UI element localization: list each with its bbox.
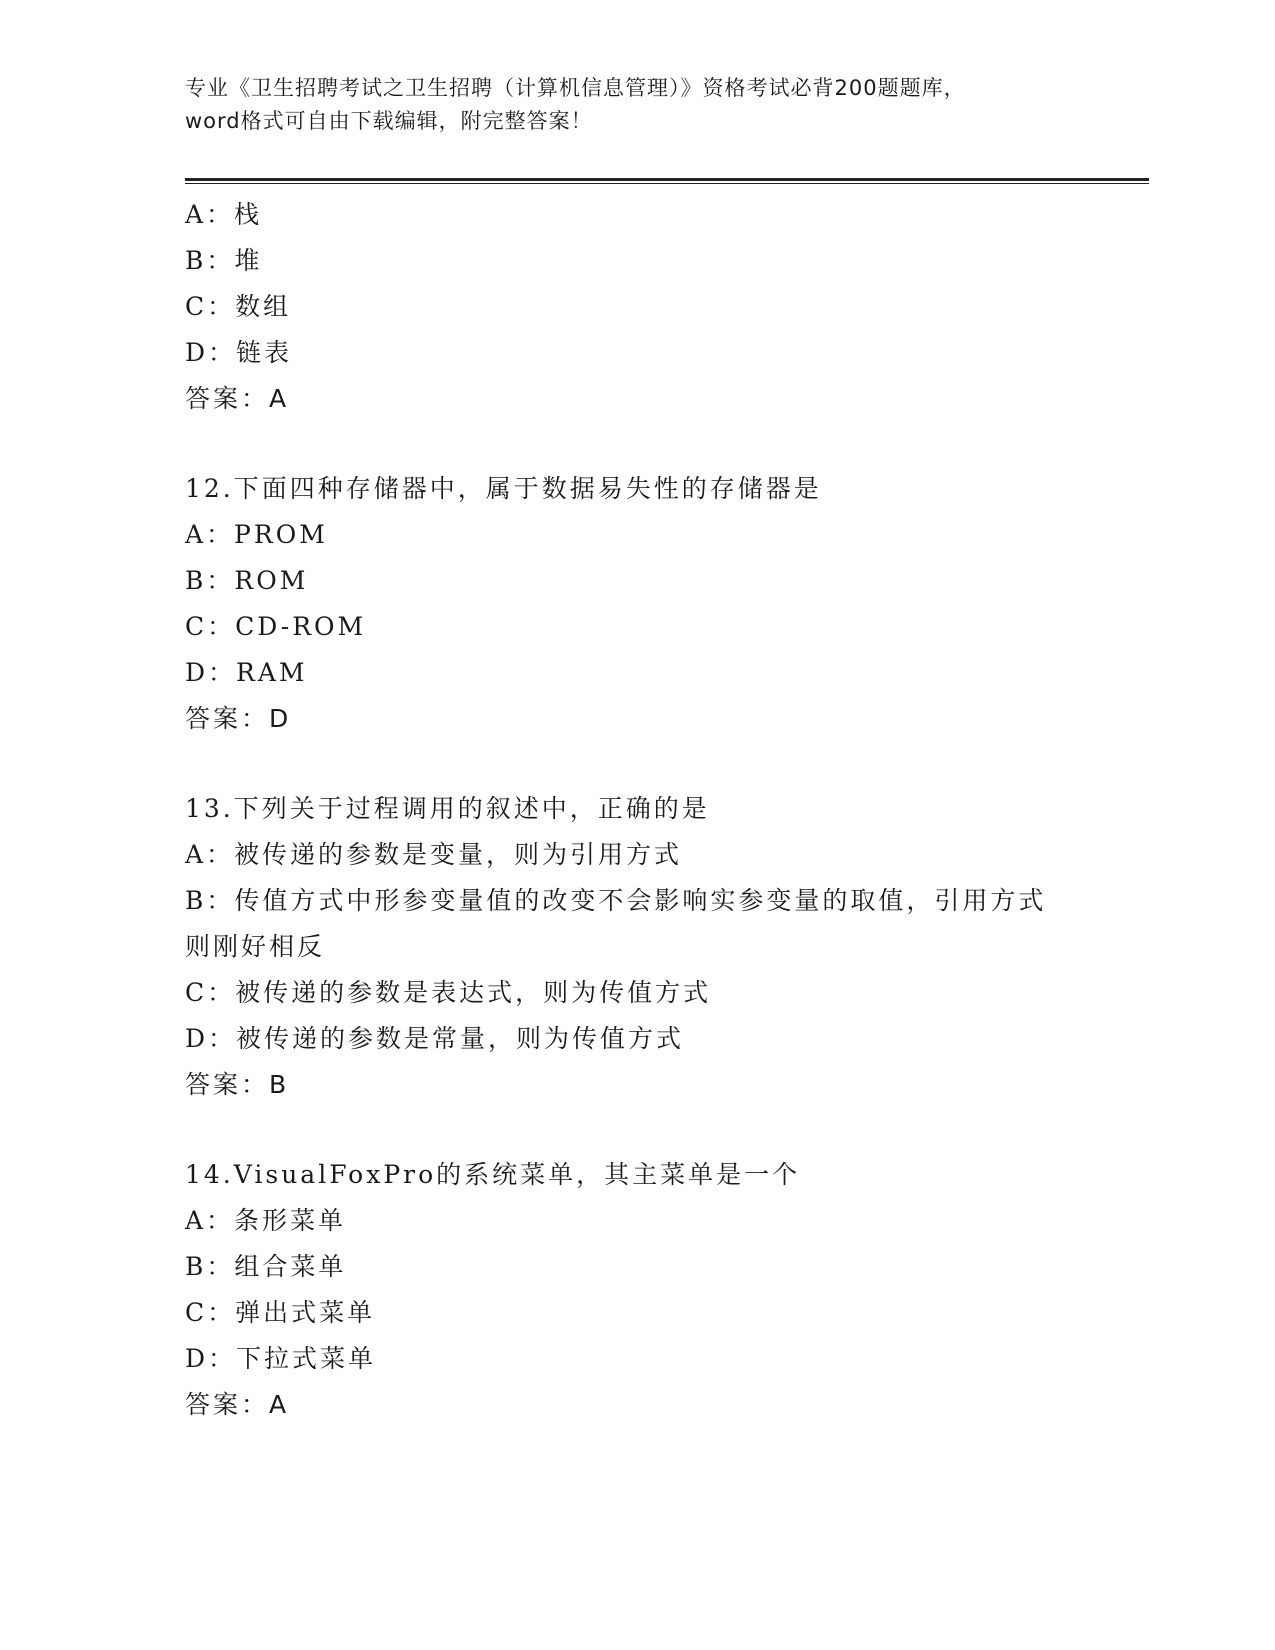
header-divider-thin — [185, 183, 1149, 184]
question-stem: 12.下面四种存储器中，属于数据易失性的存储器是 — [185, 474, 822, 503]
answer-line: 答案：A — [185, 1390, 290, 1419]
answer-line: 答案：D — [185, 704, 292, 733]
option-a: A：条形菜单 — [185, 1206, 347, 1235]
question-gap — [185, 422, 1085, 466]
question-11 — [185, 192, 1085, 422]
option-d: D：被传递的参数是常量，则为传值方式 — [185, 1024, 685, 1053]
header-title-line-1: 专业《卫生招聘考试之卫生招聘（计算机信息管理）》资格考试必背200题题库， — [185, 76, 966, 100]
option-a: A：栈 — [185, 200, 263, 229]
option-d: D：链表 — [185, 338, 293, 367]
answer-line: 答案：A — [185, 384, 290, 413]
question-14 — [185, 1152, 1085, 1428]
answer-line: 答案：B — [185, 1070, 290, 1099]
option-c: C：被传递的参数是表达式，则为传值方式 — [185, 978, 712, 1007]
option-b: B：组合菜单 — [185, 1252, 347, 1281]
option-d: D：下拉式菜单 — [185, 1344, 377, 1373]
question-13 — [185, 786, 1085, 1108]
question-12 — [185, 466, 1085, 742]
option-b: B：堆 — [185, 246, 263, 275]
document-header — [185, 72, 1085, 138]
option-c: C：弹出式菜单 — [185, 1298, 376, 1327]
header-divider-thick — [185, 178, 1149, 181]
option-a: A：被传递的参数是变量，则为引用方式 — [185, 840, 683, 869]
question-stem: 14.VisualFoxPro的系统菜单，其主菜单是一个 — [185, 1160, 801, 1189]
header-title-line-2: word格式可自由下载编辑，附完整答案！ — [185, 109, 593, 133]
option-b-continued: 则刚好相反 — [185, 932, 326, 961]
option-c: C：CD-ROM — [185, 612, 367, 641]
option-a: A：PROM — [185, 520, 328, 549]
option-c: C：数组 — [185, 292, 292, 321]
question-list — [185, 192, 1085, 1428]
option-d: D：RAM — [185, 658, 308, 687]
option-b: B：传值方式中形参变量值的改变不会影响实参变量的取值，引用方式 — [185, 886, 1047, 915]
question-stem: 13.下列关于过程调用的叙述中，正确的是 — [185, 794, 710, 823]
question-gap — [185, 742, 1085, 786]
option-b: B：ROM — [185, 566, 309, 595]
question-gap — [185, 1108, 1085, 1152]
